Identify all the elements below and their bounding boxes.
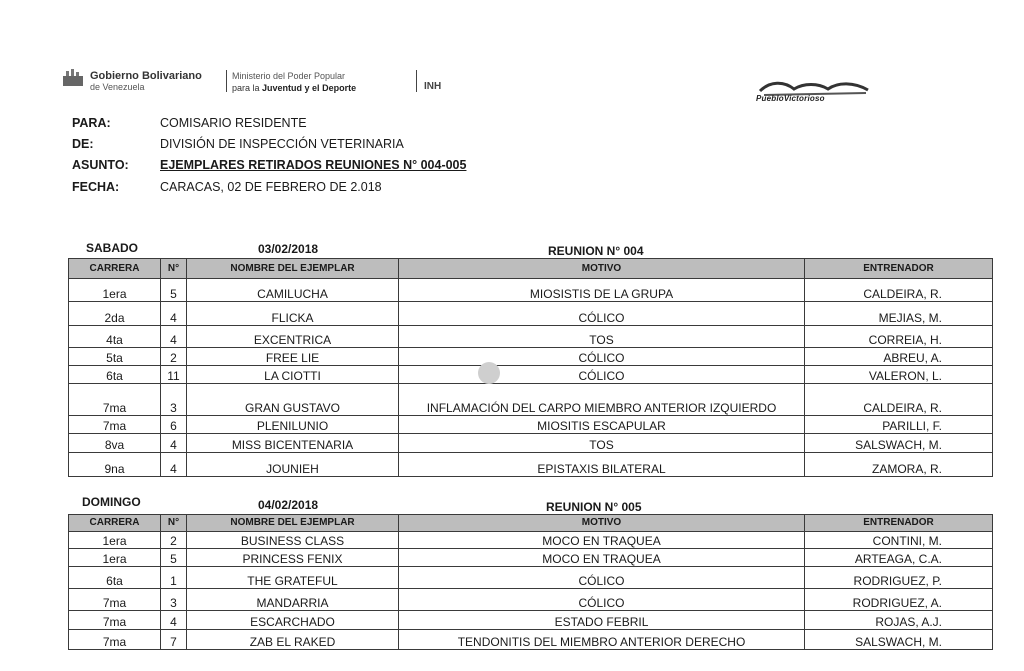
cell-entrenador: CONTINI, M. xyxy=(805,532,993,549)
memo-de-value: DIVISIÓN DE INSPECCIÓN VETERINARIA xyxy=(160,137,404,151)
column-header-entrenador: ENTRENADOR xyxy=(805,259,993,279)
cell-numero: 6 xyxy=(161,416,187,434)
cell-carrera: 1era xyxy=(69,549,161,567)
cell-motivo: TOS xyxy=(399,326,805,348)
section-day: DOMINGO xyxy=(82,495,141,509)
table-row xyxy=(69,416,993,434)
table-row xyxy=(69,302,993,326)
cell-nombre: GRAN GUSTAVO xyxy=(187,384,399,416)
cell-carrera: 7ma xyxy=(69,611,161,630)
cell-nombre: MISS BICENTENARIA xyxy=(187,434,399,453)
cell-nombre: FLICKA xyxy=(187,302,399,326)
table-row xyxy=(69,348,993,366)
cell-entrenador: RODRIGUEZ, A. xyxy=(805,589,993,611)
cell-entrenador: CORREIA, H. xyxy=(805,326,993,348)
cell-entrenador: PARILLI, F. xyxy=(805,416,993,434)
cell-entrenador: CALDEIRA, R. xyxy=(805,384,993,416)
ministry-line2: para la Juventud y el Deporte xyxy=(232,83,357,93)
column-header-entrenador: ENTRENADOR xyxy=(805,515,993,532)
meeting-table-005 xyxy=(68,514,993,650)
cell-numero: 2 xyxy=(161,348,187,366)
inh-logo-text: INH xyxy=(424,81,442,92)
memo-fecha-value: CARACAS, 02 DE FEBRERO DE 2.018 xyxy=(160,180,382,194)
cell-numero: 2 xyxy=(161,532,187,549)
memo-asunto-value: EJEMPLARES RETIRADOS REUNIONES N° 004-005 xyxy=(160,158,467,172)
table-row xyxy=(69,567,993,589)
cell-motivo: INFLAMACIÓN DEL CARPO MIEMBRO ANTERIOR IZQUIERDO xyxy=(399,384,805,416)
table-header-row xyxy=(69,515,993,532)
cell-numero: 1 xyxy=(161,567,187,589)
cell-motivo: TENDONITIS DEL MIEMBRO ANTERIOR DERECHO xyxy=(399,630,805,650)
cell-carrera: 8va xyxy=(69,434,161,453)
government-name-line1: Gobierno Bolivariano xyxy=(90,70,202,82)
memo-fecha-label: FECHA: xyxy=(72,180,120,194)
table-row xyxy=(69,326,993,348)
column-header-motivo: MOTIVO xyxy=(399,515,805,532)
cell-motivo: ESTADO FEBRIL xyxy=(399,611,805,630)
cell-nombre: CAMILUCHA xyxy=(187,279,399,302)
scan-smudge xyxy=(478,362,500,384)
cell-nombre: FREE LIE xyxy=(187,348,399,366)
cell-motivo: MOCO EN TRAQUEA xyxy=(399,549,805,567)
column-header-nombre: NOMBRE DEL EJEMPLAR xyxy=(187,515,399,532)
column-header-nombre: NOMBRE DEL EJEMPLAR xyxy=(187,259,399,279)
cell-motivo: EPISTAXIS BILATERAL xyxy=(399,453,805,477)
cell-entrenador: ARTEAGA, C.A. xyxy=(805,549,993,567)
letterhead xyxy=(62,66,962,103)
cell-motivo: MIOSITIS ESCAPULAR xyxy=(399,416,805,434)
section-meeting: REUNION N° 004 xyxy=(548,244,644,258)
table-row xyxy=(69,366,993,384)
cell-entrenador: ABREU, A. xyxy=(805,348,993,366)
cell-nombre: EXCENTRICA xyxy=(187,326,399,348)
cell-motivo: TOS xyxy=(399,434,805,453)
column-header-motivo: MOTIVO xyxy=(399,259,805,279)
cell-nombre: JOUNIEH xyxy=(187,453,399,477)
column-header-numero: N° xyxy=(161,515,187,532)
cell-numero: 3 xyxy=(161,589,187,611)
table-row xyxy=(69,279,993,302)
cell-nombre: THE GRATEFUL xyxy=(187,567,399,589)
cell-carrera: 5ta xyxy=(69,348,161,366)
cell-carrera: 7ma xyxy=(69,630,161,650)
cell-nombre: ESCARCHADO xyxy=(187,611,399,630)
cell-motivo: CÓLICO xyxy=(399,366,805,384)
cell-nombre: PLENILUNIO xyxy=(187,416,399,434)
memo-asunto-label: ASUNTO: xyxy=(72,158,129,172)
cell-carrera: 7ma xyxy=(69,589,161,611)
cell-entrenador: SALSWACH, M. xyxy=(805,630,993,650)
cell-motivo: CÓLICO xyxy=(399,567,805,589)
cell-motivo: CÓLICO xyxy=(399,302,805,326)
letterhead-divider xyxy=(226,70,227,92)
cell-entrenador: CALDEIRA, R. xyxy=(805,279,993,302)
government-name-line2: de Venezuela xyxy=(90,82,145,92)
cell-motivo: CÓLICO xyxy=(399,589,805,611)
table-row xyxy=(69,532,993,549)
cell-carrera: 9na xyxy=(69,453,161,477)
table-row xyxy=(69,630,993,650)
cell-nombre: ZAB EL RAKED xyxy=(187,630,399,650)
cell-carrera: 6ta xyxy=(69,366,161,384)
ministry-line1: Ministerio del Poder Popular xyxy=(232,71,346,81)
section-day: SABADO xyxy=(86,241,139,255)
cell-numero: 5 xyxy=(161,279,187,302)
cell-numero: 11 xyxy=(161,366,187,384)
cell-carrera: 1era xyxy=(69,532,161,549)
cell-carrera: 7ma xyxy=(69,416,161,434)
cell-motivo: MOCO EN TRAQUEA xyxy=(399,532,805,549)
memo-de-label: DE: xyxy=(72,137,94,151)
cell-motivo: MIOSISTIS DE LA GRUPA xyxy=(399,279,805,302)
cell-carrera: 2da xyxy=(69,302,161,326)
cell-numero: 7 xyxy=(161,630,187,650)
table-row xyxy=(69,589,993,611)
meeting-table-004 xyxy=(68,258,993,477)
cell-entrenador: MEJIAS, M. xyxy=(805,302,993,326)
government-logo-icon xyxy=(62,68,86,88)
cell-numero: 3 xyxy=(161,384,187,416)
table-row xyxy=(69,384,993,416)
section-date: 03/02/2018 xyxy=(258,242,319,256)
cell-carrera: 1era xyxy=(69,279,161,302)
cell-carrera: 4ta xyxy=(69,326,161,348)
memo-para-label: PARA: xyxy=(72,116,111,130)
table-row xyxy=(69,611,993,630)
cell-numero: 4 xyxy=(161,326,187,348)
cell-nombre: MANDARRIA xyxy=(187,589,399,611)
cell-entrenador: ZAMORA, R. xyxy=(805,453,993,477)
pueblo-victorioso-text: PuebloVictorioso xyxy=(756,94,825,103)
cell-numero: 4 xyxy=(161,453,187,477)
table-row xyxy=(69,434,993,453)
cell-entrenador: RODRIGUEZ, P. xyxy=(805,567,993,589)
section-date: 04/02/2018 xyxy=(258,498,319,512)
cell-carrera: 7ma xyxy=(69,384,161,416)
cell-entrenador: SALSWACH, M. xyxy=(805,434,993,453)
cell-entrenador: ROJAS, A.J. xyxy=(805,611,993,630)
memo-para-value: COMISARIO RESIDENTE xyxy=(160,116,307,130)
cell-carrera: 6ta xyxy=(69,567,161,589)
cell-motivo: CÓLICO xyxy=(399,348,805,366)
cell-nombre: BUSINESS CLASS xyxy=(187,532,399,549)
cell-entrenador: VALERON, L. xyxy=(805,366,993,384)
cell-numero: 4 xyxy=(161,302,187,326)
section-meeting: REUNION N° 005 xyxy=(546,500,642,514)
column-header-carrera: CARRERA xyxy=(69,515,161,532)
cell-nombre: PRINCESS FENIX xyxy=(187,549,399,567)
cell-numero: 4 xyxy=(161,611,187,630)
column-header-carrera: CARRERA xyxy=(69,259,161,279)
cell-numero: 5 xyxy=(161,549,187,567)
table-header-row xyxy=(69,259,993,279)
cell-nombre: LA CIOTTI xyxy=(187,366,399,384)
table-row xyxy=(69,453,993,477)
column-header-numero: N° xyxy=(161,259,187,279)
cell-numero: 4 xyxy=(161,434,187,453)
table-row xyxy=(69,549,993,567)
letterhead-divider xyxy=(416,70,417,92)
